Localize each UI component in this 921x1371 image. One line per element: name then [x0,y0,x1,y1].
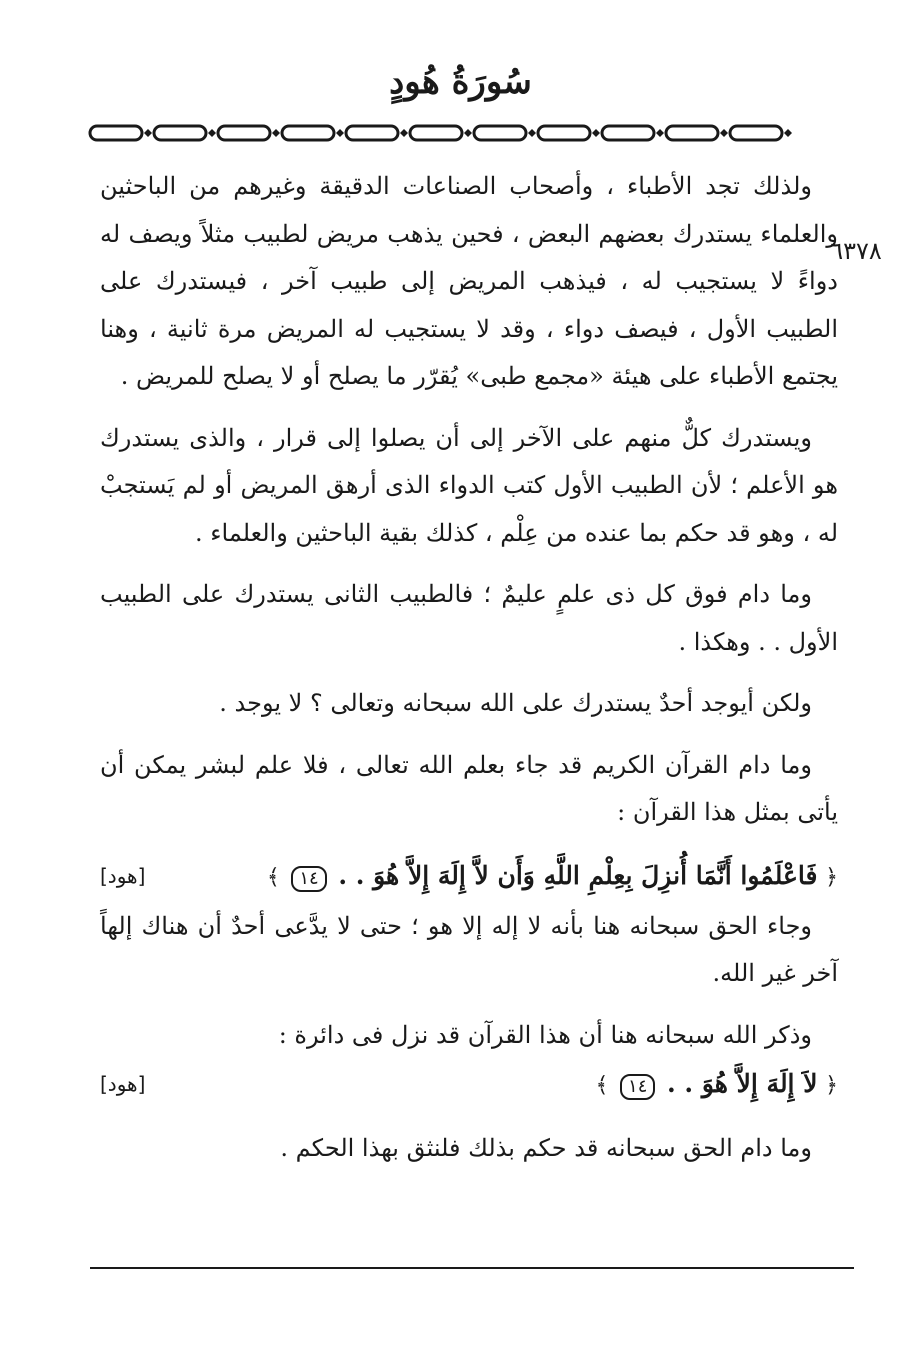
chain-link [666,126,718,140]
verse-number-badge: ١٤ [291,866,326,892]
chain-diamond [528,129,536,137]
paragraph: وما دام الحق سبحانه قد حكم بذلك فلنثق بهذا الحكم . [280,1134,812,1162]
quran-verse [100,1059,838,1111]
chain-link [346,126,398,140]
chain-link [90,126,142,140]
chain-link [730,126,782,140]
quran-verse [100,851,838,903]
chain-diamond [464,129,472,137]
chain-link [602,126,654,140]
verse-open-bracket: ﴿ [825,864,838,890]
chain-link [154,126,206,140]
page-number: ٦٣٧٨ [823,236,889,266]
paragraph: وجاء الحق سبحانه هنا بأنه لا إله إلا هو ؛ حتى لا يدَّعى أحدٌ أن هناك إلهاً آخر غير الله. [100,911,838,987]
chain-diamond [336,129,344,137]
chain-diamond [144,129,152,137]
paragraph: ويستدرك كلٌّ منهم على الآخر إلى أن يصلوا إلى قرار ، والذى يستدرك هو الأعلم ؛ لأن الطبيب الأول كتب الدواء الذى أرهق المريض أو لم يَستجبْ له ، وهو قد حكم بما عنده من عِلْم ، كذلك بقية الباحثين والعلماء . [100,423,838,547]
header-ornament-border [88,118,882,265]
chain-diamond [592,129,600,137]
chain-diamond [656,129,664,137]
chain-link [474,126,526,140]
verse-number-badge: ١٤ [620,1074,655,1100]
verse-body [267,852,838,902]
chain-link [538,126,590,140]
chain-link [282,126,334,140]
footer-rule [90,1267,854,1269]
paragraph: ولكن أيوجد أحدٌ يستدرك على الله سبحانه وتعالى ؟ لا يوجد . [219,689,812,717]
chain-link [218,126,270,140]
verse-text: لاَ إِلَهَ إِلاَّ هُوَ . . [667,1069,818,1099]
paragraph: وذكر الله سبحانه هنا أن هذا القرآن قد نزل فى دائرة : [278,1020,812,1049]
chain-link [410,126,462,140]
sura-reference: [هود] [100,863,146,888]
chain-diamond [400,129,408,137]
verse-close-bracket: ﴾ [266,864,280,890]
chain-ornament-icon [88,118,844,148]
chain-diamond [208,129,216,137]
verse-close-bracket: ﴾ [595,1073,609,1099]
paragraph: وما دام فوق كل ذى علمٍ عليمٌ ؛ فالطبيب الثانى يستدرك على الطبيب الأول . . وهكذا . [100,580,838,656]
verse-text: فَاعْلَمُوا أَنَّمَا أُنزِلَ بِعِلْمِ اللَّهِ وَأَن لاَّ إِلَهَ إِلاَّ هُوَ . . [338,860,818,890]
verse-body [596,1060,839,1110]
chain-diamond [720,129,728,137]
verse-open-bracket: ﴿ [825,1073,838,1099]
chain-diamond [272,129,280,137]
paragraph: وما دام القرآن الكريم قد جاء بعلم الله تعالى ، فلا علم لبشر يمكن أن يأتى بمثل هذا القرآن : [100,750,838,826]
document-body [100,163,838,1173]
page-title: سُورَةُ هُودٍ [389,62,532,102]
paragraph: ولذلك تجد الأطباء ، وأصحاب الصناعات الدقيقة وغيرهم من الباحثين والعلماء يستدرك بعضهم البعض ، فحين يذهب مريض لطبيب مثلاً ويصف له دواءً لا يستجيب له ، فيذهب المريض إلى طبيب آخر ، فيستدرك على الطبيب الأول ، فيصف دواء ، وقد لا يستجيب له المريض مرة ثانية ، وهنا يجتمع الأطباء على هيئة «مجمع طبى» يُقرّر ما يصلح أو لا يصلح للمريض . [100,172,838,390]
chain-diamond [784,129,792,137]
sura-reference: [هود] [100,1072,146,1097]
